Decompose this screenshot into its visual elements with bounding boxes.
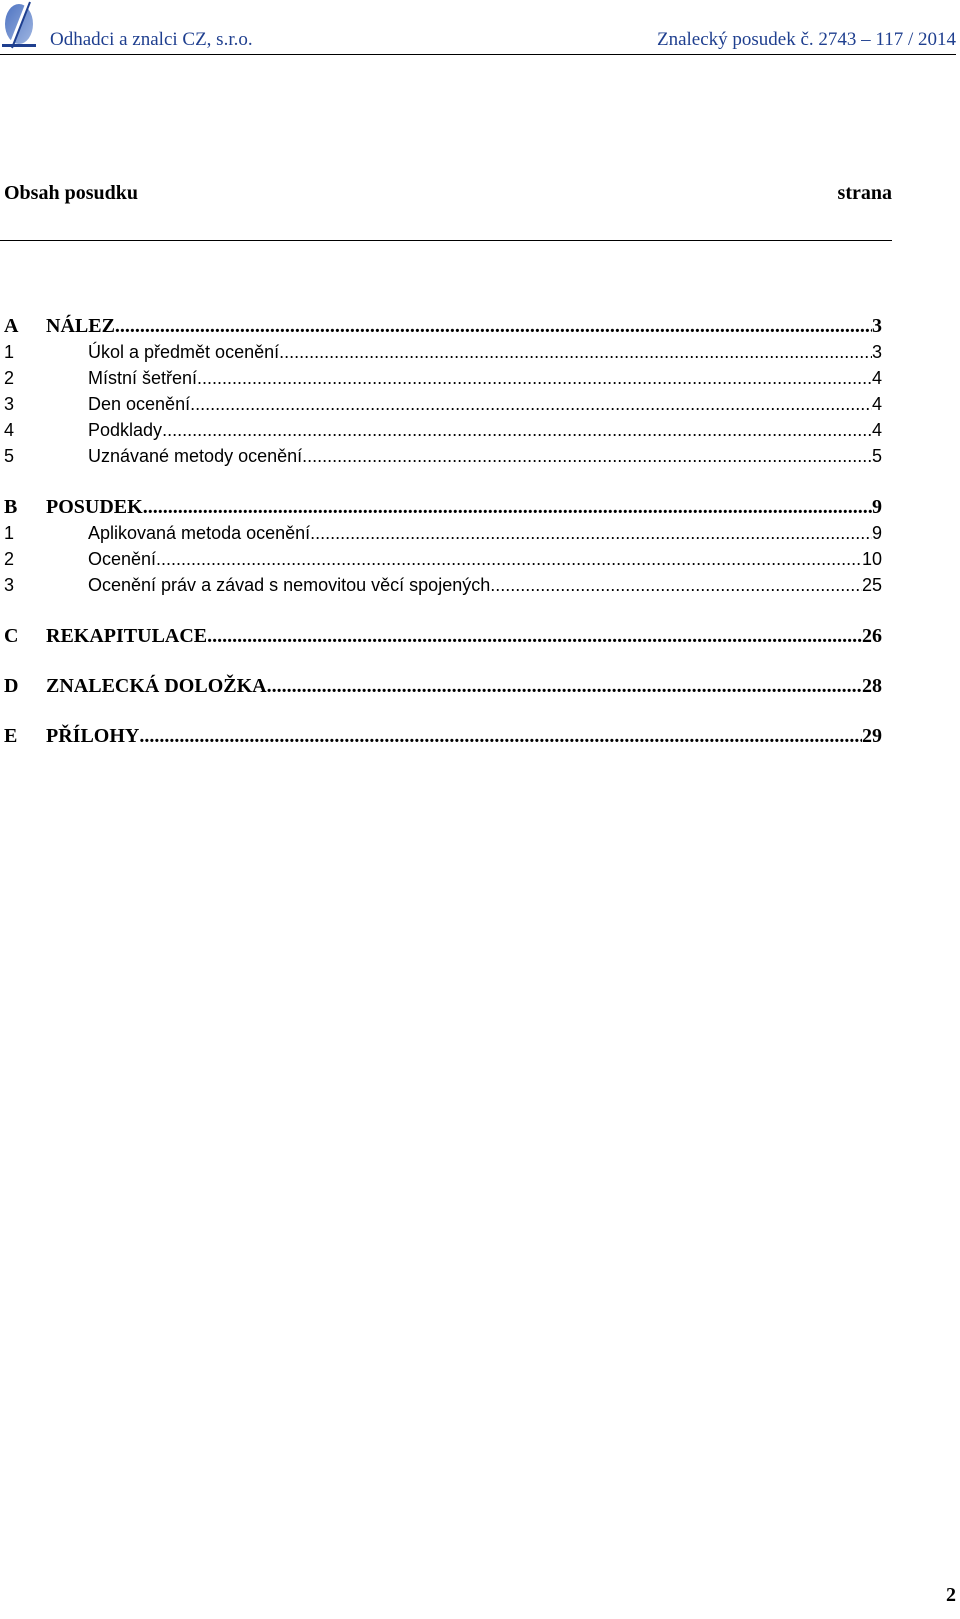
toc-leader xyxy=(279,339,872,365)
toc-entry-page: 3 xyxy=(871,342,882,362)
toc-entry-number: 1 xyxy=(4,523,15,543)
page-number: 2 xyxy=(946,1584,956,1606)
toc-entry-label: POSUDEK xyxy=(46,496,143,518)
toc-entry-page: 26 xyxy=(862,625,882,647)
toc-entry-page: 4 xyxy=(871,394,882,414)
toc-entry-label: Místní šetření xyxy=(88,368,198,388)
toc-page-label: strana xyxy=(837,182,892,204)
toc-leader xyxy=(207,623,862,649)
toc-entry-number: 4 xyxy=(4,420,15,440)
toc-entry-page: 4 xyxy=(871,368,882,388)
toc-entry-label: Den ocenění xyxy=(88,394,191,414)
toc-entry-label: NÁLEZ xyxy=(46,315,115,337)
toc-entry-label: Uznávané metody ocenění xyxy=(88,446,303,466)
toc-leader xyxy=(139,723,862,749)
toc-leader xyxy=(190,391,872,417)
toc-entry-page: 3 xyxy=(872,315,882,337)
toc-entry-number: 2 xyxy=(4,549,15,569)
toc-entry-page: 9 xyxy=(871,523,882,543)
toc-entry-label: PŘÍLOHY xyxy=(46,725,140,747)
toc-entry-number: A xyxy=(4,315,19,337)
page-header xyxy=(0,0,960,56)
toc-leader xyxy=(267,673,862,699)
toc-leader xyxy=(162,417,872,443)
toc-entry-page: 5 xyxy=(871,446,882,466)
toc-entry-page: 10 xyxy=(861,549,882,569)
company-logo-icon xyxy=(2,0,36,50)
toc-leader xyxy=(302,443,872,469)
toc-leader xyxy=(310,520,872,546)
toc-leader xyxy=(197,365,872,391)
toc-entry-page: 29 xyxy=(862,725,882,747)
toc-entry-page: 25 xyxy=(861,575,882,595)
toc-entry-label: Aplikovaná metoda ocenění xyxy=(88,523,311,543)
toc-entry-label: Úkol a předmět ocenění xyxy=(88,342,280,362)
toc-divider xyxy=(0,240,892,241)
toc-entry-number: 3 xyxy=(4,575,15,595)
toc-entry-number: 3 xyxy=(4,394,15,414)
toc-leader xyxy=(143,494,872,520)
toc-entry-number: 1 xyxy=(4,342,15,362)
toc-title: Obsah posudku xyxy=(4,182,138,204)
toc-entry-label: Ocenění xyxy=(88,549,157,569)
company-name: Odhadci a znalci CZ, s.r.o. xyxy=(50,29,253,50)
toc-entry-label: ZNALECKÁ DOLOŽKA xyxy=(46,675,267,697)
toc-entry-number: 5 xyxy=(4,446,15,466)
toc-leader xyxy=(115,313,872,339)
toc-entry-number: C xyxy=(4,625,19,647)
toc-entry-label: Podklady xyxy=(88,420,163,440)
header-divider xyxy=(0,54,956,55)
toc-leader xyxy=(156,546,862,572)
toc-entry-page: 28 xyxy=(862,675,882,697)
toc-entry-label: Ocenění práv a závad s nemovitou věcí spojených xyxy=(88,575,491,595)
toc-entry-number: 2 xyxy=(4,368,15,388)
toc-entry-page: 4 xyxy=(871,420,882,440)
toc-entry-number: D xyxy=(4,675,19,697)
toc-entry-number: B xyxy=(4,496,18,518)
toc-entry-label: REKAPITULACE xyxy=(46,625,208,647)
report-number: Znalecký posudek č. 2743 – 117 / 2014 xyxy=(656,29,956,50)
toc-leader xyxy=(490,572,862,598)
toc-entry-page: 9 xyxy=(872,496,882,518)
toc-entry-number: E xyxy=(4,725,18,747)
